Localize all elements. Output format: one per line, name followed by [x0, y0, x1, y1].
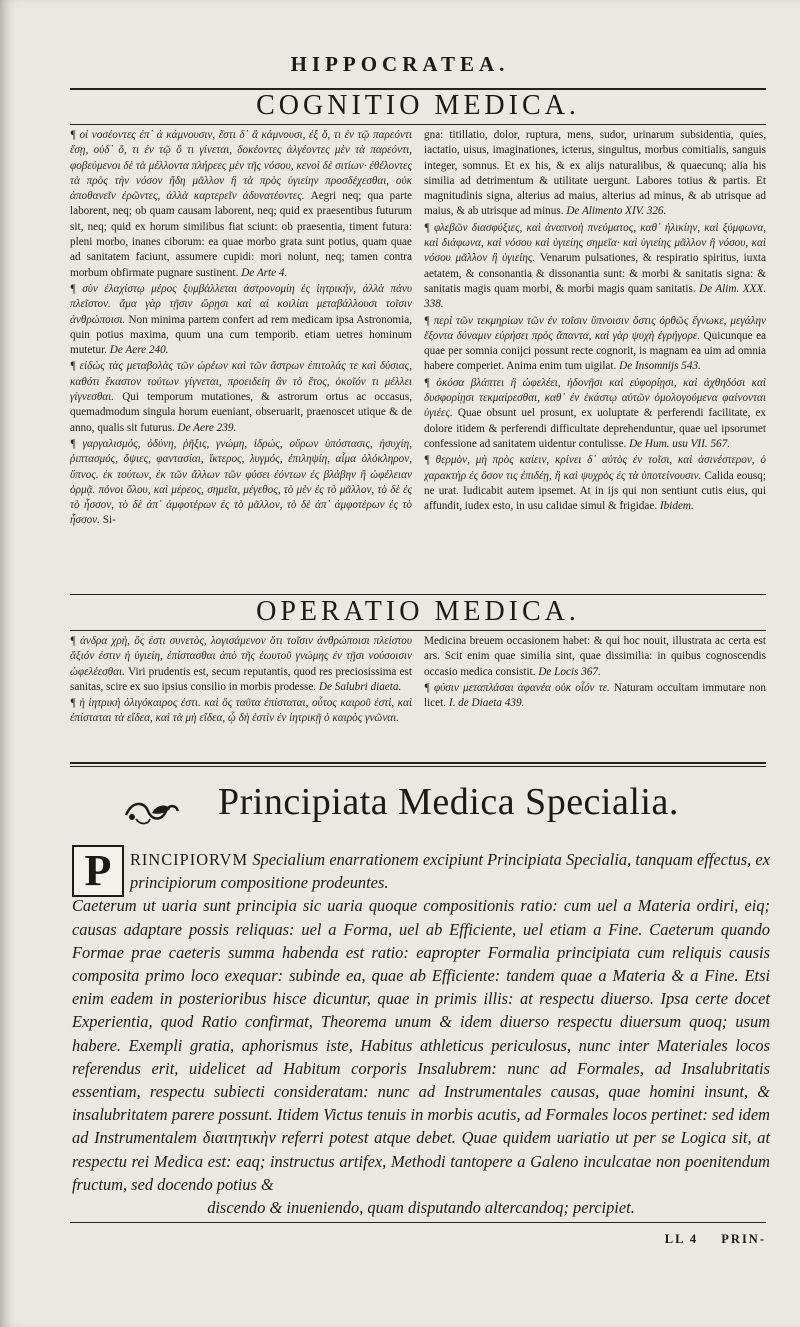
greek-text: ¶ ὁκόσα βλάπτει ἢ ὠφελέει, ἡδονῇσι καὶ εὐφορίῃσι, καὶ ἀχθηδόσι καὶ δυσφορίῃσι τεκμαίρεσθαι, καθ᾽ ἐν ἑκάστῳ αὐτῶν ὁμολογούμενα φαίνονται ὑγιέες.	[424, 376, 766, 420]
citation: De Aere 239.	[177, 421, 237, 434]
latin-text: Non minima partem confert ad rem medicam ipsa Astronomia, quin potius maxima, quum una cum temporib. etiam uetres hominum mutetur.	[70, 313, 412, 357]
section2-left-column	[70, 634, 412, 752]
latin-text: Viri prudentis est, secum reputantis, quod res preciosissima est sanitas, scire ex suo ipsius consilio in morbis prodesse.	[70, 665, 412, 693]
section-title-cognitio: COGNITIO MEDICA.	[256, 90, 580, 121]
passage	[424, 681, 766, 712]
latin-text: Aegri neq; qua parte laborent, neq; ob quam causam laborent, neq; quid ex praesentibus futurum sit, neq; quid ex horum similibus fiat sciunt: ob praesentia, timent futura: pleni morbo, inanes ciborum: ea quae morbo grata sunt potius, quam quae ad sanitatem faciunt, assumere cupidi: mori nolunt, neq; tamen contra morbum obfirmate pugnare sustinent.	[70, 190, 412, 279]
citation: De Hum. usu VII. 567.	[629, 437, 731, 450]
latin-text: Venarum pulsationes, & respiratio spiritus, iuxta aetatem, & consonantia & dissonantia sunt: & morbi & sanitatis signa: & sanitatis magis quam morbi, & morbi magis quam sanitatis.	[424, 252, 766, 295]
passage	[424, 634, 766, 680]
section1-rule	[70, 124, 766, 125]
section3-top-rule	[70, 762, 766, 764]
latin-text: Naturam occultam immutare non licet.	[424, 681, 766, 710]
paragraph-opening	[72, 848, 770, 894]
greek-text: ¶ φύσιν μεταπλάσαι ἀφανέα οὐκ οἷόν τε.	[424, 681, 610, 694]
greek-text: ¶ θερμὸν, μὴ πρὸς καίειν, κρίνει δ᾽ αὐτὸς ἐν τοῖσι, καὶ ἀσινέστερον, ὁ χαρακτὴρ ἐς ὅσον τις ἐπιδέῃ, ἢ καὶ ψυχρὸς ἐς τὰ ὑποτείνουσιν.	[424, 454, 766, 482]
paragraph-opening-rest: Specialium enarrationem excipiunt Principiata Specialia, tanquam effectus, ex principiorum compositione prodeuntes.	[130, 850, 770, 893]
passage	[70, 437, 412, 529]
latin-text: Quicunque ea quae per somnia conijci possunt recte cognorit, is magnam ea uim ad omnia habere comperiet. Anima enim tum uigilat.	[424, 329, 766, 373]
section1-right-column	[424, 128, 766, 588]
main-paragraph	[72, 848, 770, 1219]
passage	[70, 359, 412, 435]
paragraph-body: Caeterum ut uaria sunt principia sic uaria quoque compositionis ratio: cum uel a Materia ordiri, eiq; causas adaptare possis reliquas: uel a Forma, uel ab Efficiente, uel etiam a Fine. Caeterum quando Formae prae caeteris summa habenda est ratio: eapropter Formalia principiata cum reliquis causis composita primo loco exequar: subinde ea, quae ab Efficiente: tandem quae a Materia & a Fine. Etsi enim eadem in posterioribus hisce dicuntur, quae in primis illis: at respectu diuerso. Ipsa certe docet Experientia, quod Ratio confirmat, Theorema unum & idem diuerso respectu diuersum quoq; usum habere. Exempli gratia, aphorismus iste, Habitus athleticus periculosus, nunc inter Materiales locos referendus erit, uidelicet ad Habitum corporis Insalubrem: nunc ad Formales, ad Insalubritatis essentiam, respectu subiecti consideratam: nunc ad Instrumentales causas, quae homini insunt, & insalubritatem parere possunt. Itidem Victus tenuis in morbis acutis, ad Formales locos pertinet: sed idem ad Instrumentalem διαιτητικὴν referri potest atque debet. Quae quidem uariatio ut per se Logica sit, at respectu rei Medica est: eaq; instructus artifex, Methodi tantopere a Galeno inculcatae non poenitendum fructum, sed docendo potius &	[72, 896, 770, 1194]
citation: I. de Diaeta 439.	[448, 697, 525, 710]
decorated-initial: P	[72, 845, 124, 897]
passage	[424, 376, 766, 452]
citation: De Alim. XXX. 338.	[424, 282, 766, 311]
latin-text: Qui temporum mutationes, & astrorum ortus ac occasus, quemadmodum singula horum eueniant, obseruarit, praenoscet utique & de anno, qualis sit futurus.	[70, 391, 412, 434]
paragraph-closing: discendo & inueniendo, quam disputando altercandoq; percipiet.	[207, 1198, 635, 1218]
latin-text: gna: titillatio, dolor, ruptura, mens, sudor, urinarum subsidentia, quies, iactatio, uisus, imaginationes, icterus, singultus, morbus comitialis, sanguis integer, somnus. Et ex his, & ex alijs naturalibus, & quaecunq; alia his similia ad detrimentum & utilitate uergunt. Labores totius & partis. Et magnitudinis signa, alterius ad maius, alterius ad minus, & ab utrisque ad maius, & ab utrisque ad minus.	[424, 129, 766, 218]
page-footer	[647, 1232, 766, 1247]
section1-columns	[70, 128, 766, 588]
latin-text: Calida eousq; ne urat. Iudicabit autem ipsemet. At in ijs qui non sentiunt cutis eius, qui affundit, iudex esto, in usu calidae simul & frigidae.	[424, 469, 766, 513]
latin-text: Medicina breuem occasionem habet: & qui hoc nouit, illustrata ac certa est ars. Scit enim quae similia sint, quae dissimilia: in quibus cognoscendis occasio medica consistit.	[424, 635, 766, 678]
main-title: Principiata Medica Specialia.	[218, 781, 679, 823]
lead-word: RINCIPIORVM	[130, 850, 249, 869]
citation: De Arte 4.	[241, 266, 288, 279]
bottom-rule	[70, 1222, 766, 1223]
citation: Ibidem.	[659, 500, 694, 513]
passage	[70, 282, 412, 358]
section-title-operatio: OPERATIO MEDICA.	[256, 596, 580, 627]
passage	[70, 128, 412, 281]
citation: De Insomnijs 543.	[619, 360, 701, 373]
citation: De Alimento XIV. 326.	[566, 205, 667, 218]
greek-text: ¶ οἱ νοσέοντες ἐπ᾽ ἀ κάμνουσιν, ἔστι δ᾽ ἃ κάμνουσι, ἐξ ὅ, τι ἐν τῷ παρεόντι ἔσῃ, οὐδ᾽ ὅ, τι ἐν τῷ ὅ τι γίνεται, δοκέοντες ἀλγέοντες μὲν τὰ παρεόντι, φοβεύμενοι δὲ τὰ μέλλοντα πλήρεες μὲν τῆς νόσου, κενοὶ δὲ σιτίων· ἐθέλοντες τὰ πρὸς τὴν νόσον ἤδη μᾶλλον ἢ τὰ πρὸς ὑγιείην προσδέχεσθαι, οὐκ ἀποθανεῖν ἐρῶντες, ἀλλὰ καρτερεῖν ἀδυνατέοντες.	[70, 129, 412, 203]
passage	[424, 221, 766, 313]
passage	[424, 453, 766, 514]
citation: De Aere 240.	[109, 344, 169, 357]
greek-text: ¶ σὺν ἐλαχίστῳ μέρος ξυμβάλλεται ἀστρονομίη ἐς ἰητρικήν, ἀλλὰ πάνυ πλεῖστον. ἅμα γὰρ τῇσιν ὥρῃσι καὶ αἱ κοιλίαι μεταβάλλουσι τοῖσιν ἀνθρώποισι.	[70, 282, 412, 326]
fleuron-icon	[122, 795, 182, 827]
running-head: HIPPOCRATEA.	[290, 52, 510, 76]
citation: De Salubri diaeta.	[318, 680, 402, 693]
greek-text: ¶ περὶ τῶν τεκμηρίων τῶν ἐν τοῖσιν ὕπνοισιν ὅστις ὀρθῶς ἔγνωκε, μεγάλην ἕξοντα δύναμιν εὑρήσει πρὸς ἅπαντα, καὶ γὰρ ψυχὴ ἐγρήγορε.	[424, 314, 766, 342]
section1-left-column	[70, 128, 412, 588]
passage	[424, 314, 766, 375]
greek-text: ¶ ἀνδρα χρὴ, ὅς ἐστι συνετὸς, λογισάμενον ὅτι τοῖσιν ἀνθρώποισι πλείστου ἄξιόν ἐστιν ἡ ὑγιείη, ἐπίστασθαι ἀπὸ τῆς ἑωυτοῦ γνώμης ἐν τῇσι νούσοισιν ὠφελέεσθαι.	[70, 635, 412, 678]
signature-mark: LL 4	[664, 1232, 699, 1246]
passage	[424, 128, 766, 220]
greek-text: ¶ φλεβῶν διασφύξιες, καὶ ἀναπνοὴ πνεύματος, καθ᾽ ἡλικίην, καὶ ξύμφωνα, καὶ διάφωνα, καὶ νόσου καὶ ὑγιείης σημεῖα· καὶ ὑγιείης μᾶλλον ἢ νόσου, καὶ νόσου μᾶλλον ἢ ὑγιείης.	[424, 221, 766, 265]
latin-text: Quae obsunt uel prosunt, ex uoluptate & perferendi facilitate, ex dolore itidem & perferendi difficultate deprehenduntur, quae uel ipsorumet confessione ad sanitatem uidentur contulisse.	[424, 407, 766, 450]
latin-text: Si-	[102, 514, 116, 527]
greek-text: ¶ γαργαλισμός, ὀδύνη, ῥῆξις, γνώμη, ἱδρώς, οὔρων ὑπόστασις, ἡσυχίη, ῥιπτασμός, ὄψιες, φαντασίαι, ἴκτερος, λυγμός, ἐπιληψίη, αἷμα ὁλόκληρον, ὕπνος. ἐκ τούτων, ἐκ τῶν ἄλλων τῶν φύσει ἐόντων ἐς βλάβην ἢ ὠφέλειαν ὁρμᾷ. πόνοι ὅλου, καὶ μέρεος, σημεῖα, μέγεθος, τὸ μὲν ἐς τὸ μᾶλλον, τὸ δὲ ἐς τὸ ἧσσον, τὸ δὲ ἀπ᾽ ἀμφοτέρων ἐς τὸ μᾶλλον, τὸ δὲ ἀπ᾽ ἀμφοτέρων ἐς τὸ ἧσσον.	[70, 437, 412, 527]
section2-columns	[70, 634, 766, 752]
section2-top-rule	[70, 594, 766, 595]
citation: De Locis 367.	[538, 665, 601, 678]
section2-right-column	[424, 634, 766, 752]
greek-text: ¶ ἡ ἰητρικὴ ὀλιγόκαιρος ἐστι. καὶ ὅς ταῦτα ἐπίσταται, οὗτος καιροῦ ἐστὶ, καὶ ἐπίσταται τὰ εἴδεα, καὶ τὰ μὴ εἴδεα, ᾧ δὴ ἐστὶν ἐν ἰητρικῇ ὁ καιρὸς γνῶναι.	[70, 697, 412, 725]
section2-rule	[70, 630, 766, 631]
catchword: PRIN-	[721, 1232, 766, 1246]
section3-top-rule-inner	[70, 766, 766, 767]
greek-text: ¶ εἰδὼς τὰς μεταβολὰς τῶν ὡρέων καὶ τῶν ἄστρων ἐπιτολάς τε καὶ δύσιας, καθότι ἕκαστον τούτων γίγνεται, προειδείη ἂν τὸ ἔτος, ὁκοῖόν τι μέλλει γίγνεσθαι.	[70, 360, 412, 404]
passage	[70, 696, 412, 727]
passage	[70, 634, 412, 695]
